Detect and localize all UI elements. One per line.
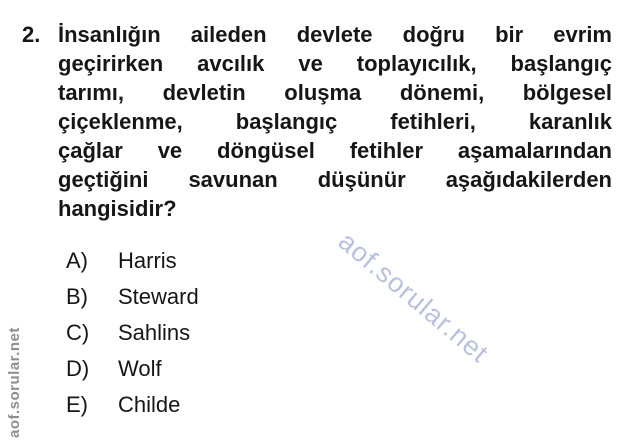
answer-option[interactable]	[66, 351, 199, 387]
options-list	[66, 243, 199, 423]
option-text: Sahlins	[118, 320, 191, 345]
option-text: Wolf	[118, 356, 162, 381]
question-text-line: geçirirken avcılık ve toplayıcılık, başlangıç	[58, 51, 612, 76]
option-letter: C)	[66, 320, 90, 345]
diagonal-watermark: aof.sorular.net	[332, 226, 495, 369]
answer-option[interactable]	[66, 243, 199, 279]
option-letter: B)	[66, 284, 88, 309]
answer-option[interactable]	[66, 387, 199, 423]
option-letter: A)	[66, 248, 88, 273]
question-text-line: çiçeklenme, başlangıç fetihleri, karanlık	[58, 109, 612, 134]
question-text	[58, 20, 612, 223]
option-text: Childe	[118, 392, 181, 417]
side-watermark: aof.sorular.net	[6, 327, 23, 438]
option-letter: D)	[66, 356, 90, 381]
option-text: Harris	[118, 248, 177, 273]
question-text-line: İnsanlığın aileden devlete doğru bir evrim	[58, 22, 612, 47]
option-letter: E)	[66, 392, 88, 417]
answer-option[interactable]	[66, 279, 199, 315]
question-text-line: çağlar ve döngüsel fetihler aşamalarından	[58, 138, 612, 163]
question-block	[22, 20, 612, 223]
answer-option[interactable]	[66, 315, 199, 351]
question-text-line: hangisidir?	[58, 196, 177, 221]
option-text: Steward	[118, 284, 199, 309]
question-text-line: geçtiğini savunan düşünür aşağıdakilerden	[58, 167, 612, 192]
question-number: 2.	[22, 22, 41, 47]
question-text-line: tarımı, devletin oluşma dönemi, bölgesel	[58, 80, 612, 105]
